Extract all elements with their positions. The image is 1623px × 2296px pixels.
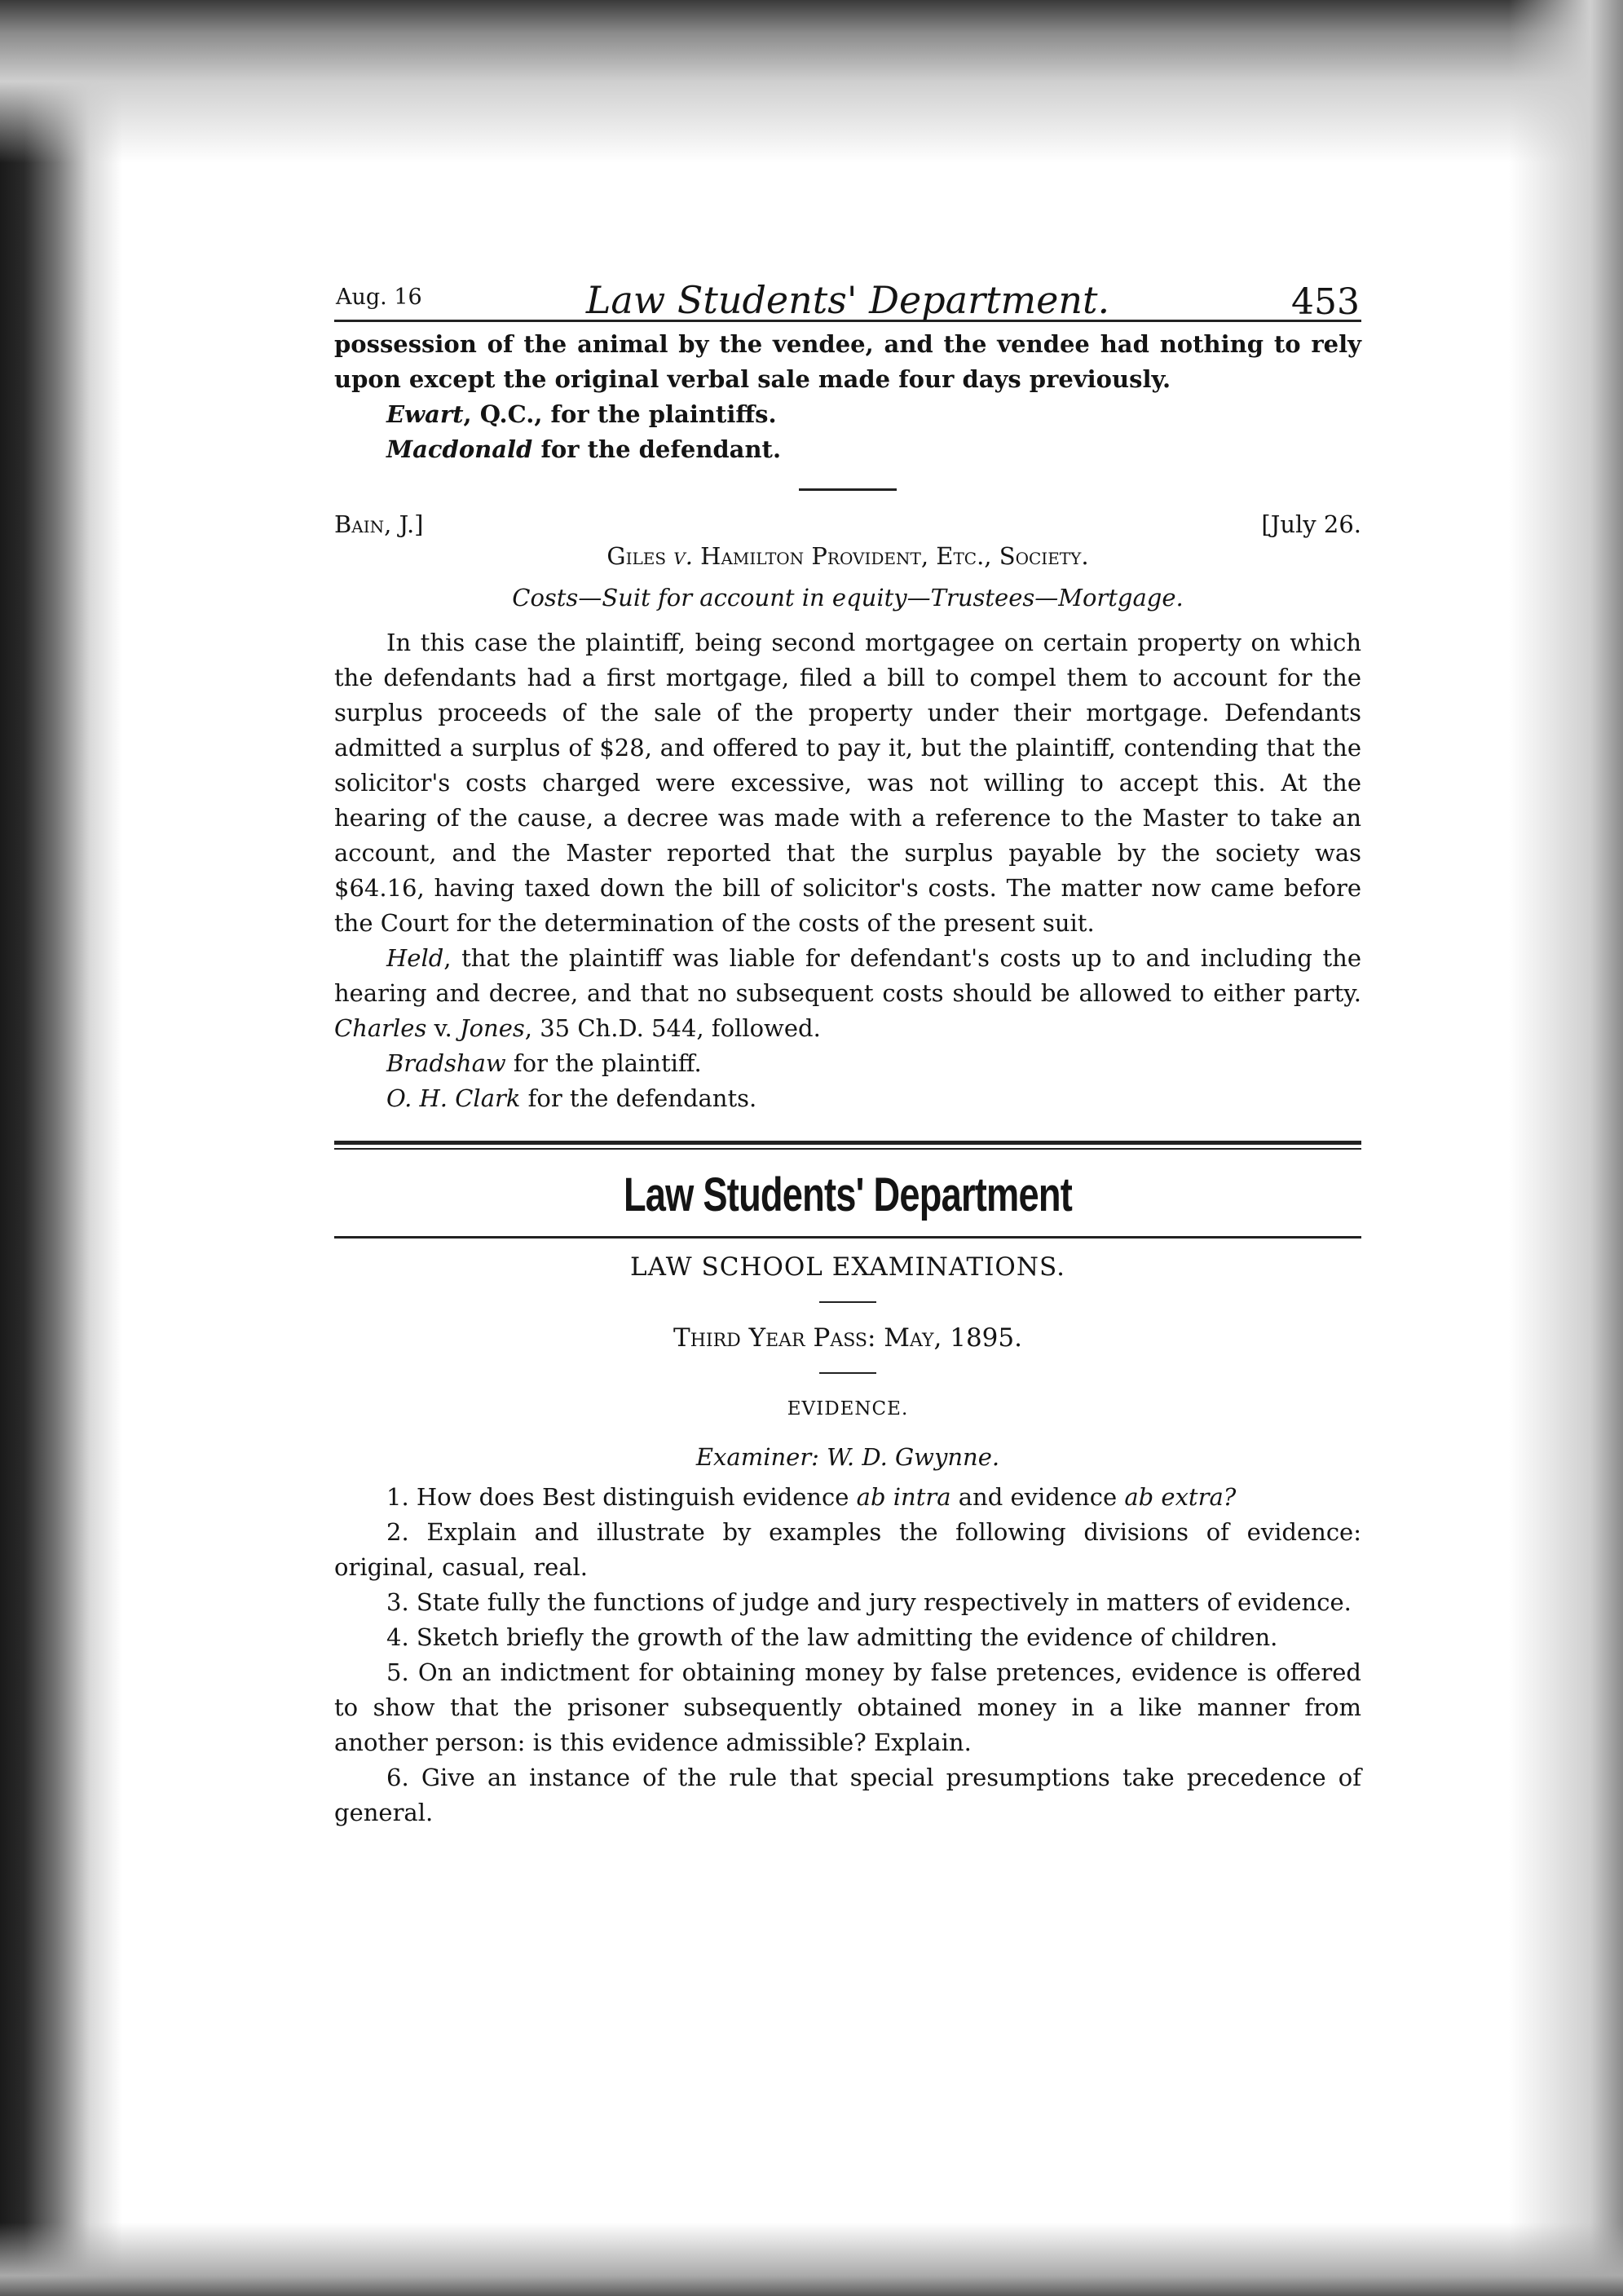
exam-question-1 <box>334 1480 1361 1515</box>
judge-name: Bain, J.] <box>334 510 424 538</box>
held-word: Held <box>386 944 444 972</box>
scan-shadow-top <box>0 0 1623 163</box>
case-facts: In this case the plaintiff, being second mortgagee on certain property on which the defendants had a first mortgage, filed a bill to compel them to account for the surplus proceeds of the sale of the property under their mortgage. Defendants admitted a surplus of $28, and offered to pay it, but the plaintiff, contending that the solicitor's costs charged were excessive, was not willing to accept this. At the hearing of the cause, a decree was made with a reference to the Master to take an account, and the Master reported that the surplus payable by the society was $64.16, having taxed down the bill of solicitor's costs. The matter now came before the Court for the determination of the costs of the present suit. <box>334 629 1361 937</box>
previous-case-counsel-plaintiffs <box>334 397 1361 432</box>
exam-subject: EVIDENCE. <box>787 1398 909 1420</box>
case-header-row <box>334 507 1361 541</box>
counsel-name: Ewart <box>386 400 464 428</box>
scan-shadow-right <box>1509 0 1623 2296</box>
question-latin-term: ab intra <box>856 1483 951 1511</box>
scan-shadow-bottom <box>0 2223 1623 2296</box>
question-text: 1. How does Best distinguish evidence <box>386 1483 857 1511</box>
citation-party-2: Jones <box>459 1014 525 1042</box>
page-content <box>334 269 1361 1830</box>
exam-question-5: 5. On an indictment for obtaining money by false pretences, evidence is offered to show that the prisoner subsequently obtained money in a like manner from another person: is this evidence admissible? Explain. <box>334 1658 1361 1756</box>
previous-case-counsel-defendant <box>334 432 1361 467</box>
case-holding <box>334 941 1361 1046</box>
counsel-role: for the defendant. <box>532 435 782 463</box>
page-number: 453 <box>1291 281 1360 323</box>
previous-case-continuation: possession of the animal by the vendee, and the vendee had nothing to rely upon except the original verbal sale made four days previously. <box>334 330 1361 393</box>
section-divider <box>819 1301 876 1303</box>
section-divider <box>799 488 897 491</box>
counsel-name: Bradshaw <box>386 1049 506 1077</box>
case-party-defendant: Hamilton Provident, Etc., Society. <box>692 542 1089 570</box>
examiner-name: W. D. Gwynne. <box>827 1443 1000 1471</box>
counsel-role: for the defendants. <box>520 1084 757 1112</box>
case-versus: v. <box>673 542 693 570</box>
counsel-role: for the plaintiff. <box>505 1049 702 1077</box>
case-counsel-defendants <box>334 1081 1361 1116</box>
exam-question-3: 3. State fully the functions of judge and jury respectively in matters of evidence. <box>386 1588 1352 1616</box>
counsel-name: Macdonald <box>386 435 533 463</box>
exam-section-heading: LAW SCHOOL EXAMINATIONS. <box>630 1252 1065 1282</box>
department-top-rule <box>334 1141 1361 1150</box>
citation-versus: v. <box>426 1014 460 1042</box>
exam-question-6: 6. Give an instance of the rule that special presumptions take precedence of general. <box>334 1764 1361 1826</box>
exam-question-4: 4. Sketch briefly the growth of the law admitting the evidence of children. <box>386 1623 1278 1651</box>
running-head-title: Law Students' Department. <box>585 278 1110 322</box>
citation-rest: , 35 Ch.D. 544, followed. <box>524 1014 821 1042</box>
exam-title: Third Year Pass: May, 1895. <box>673 1323 1022 1353</box>
question-latin-term: ab extra? <box>1124 1483 1237 1511</box>
counsel-name: O. H. Clark <box>386 1084 521 1112</box>
scan-shadow-left <box>0 0 122 2296</box>
exam-question-2: 2. Explain and illustrate by examples the following divisions of evidence: original, casual, real. <box>334 1518 1361 1581</box>
case-party-plaintiff: Giles <box>606 542 674 570</box>
running-head-date: Aug. 16 <box>336 285 422 310</box>
counsel-role: , Q.C., for the plaintiffs. <box>463 400 777 428</box>
question-text: and evidence <box>950 1483 1125 1511</box>
case-catchwords: Costs—Suit for account in equity—Trustees—Mortgage. <box>512 584 1184 612</box>
case-date: [July 26. <box>1261 510 1361 538</box>
department-bottom-rule <box>334 1236 1361 1239</box>
holding-text: , that the plaintiff was liable for defendant's costs up to and including the hearing and decree, and that no subsequent costs should be allowed to either party. <box>334 944 1361 1007</box>
examiner-label: Examiner: <box>695 1443 819 1471</box>
case-title <box>334 540 1361 572</box>
citation-party-1: Charles <box>334 1014 427 1042</box>
running-head <box>334 269 1361 322</box>
section-divider <box>819 1372 876 1374</box>
case-counsel-plaintiff <box>334 1046 1361 1081</box>
examiner-line <box>334 1440 1361 1475</box>
department-heading: Law Students' Department <box>623 1168 1073 1221</box>
